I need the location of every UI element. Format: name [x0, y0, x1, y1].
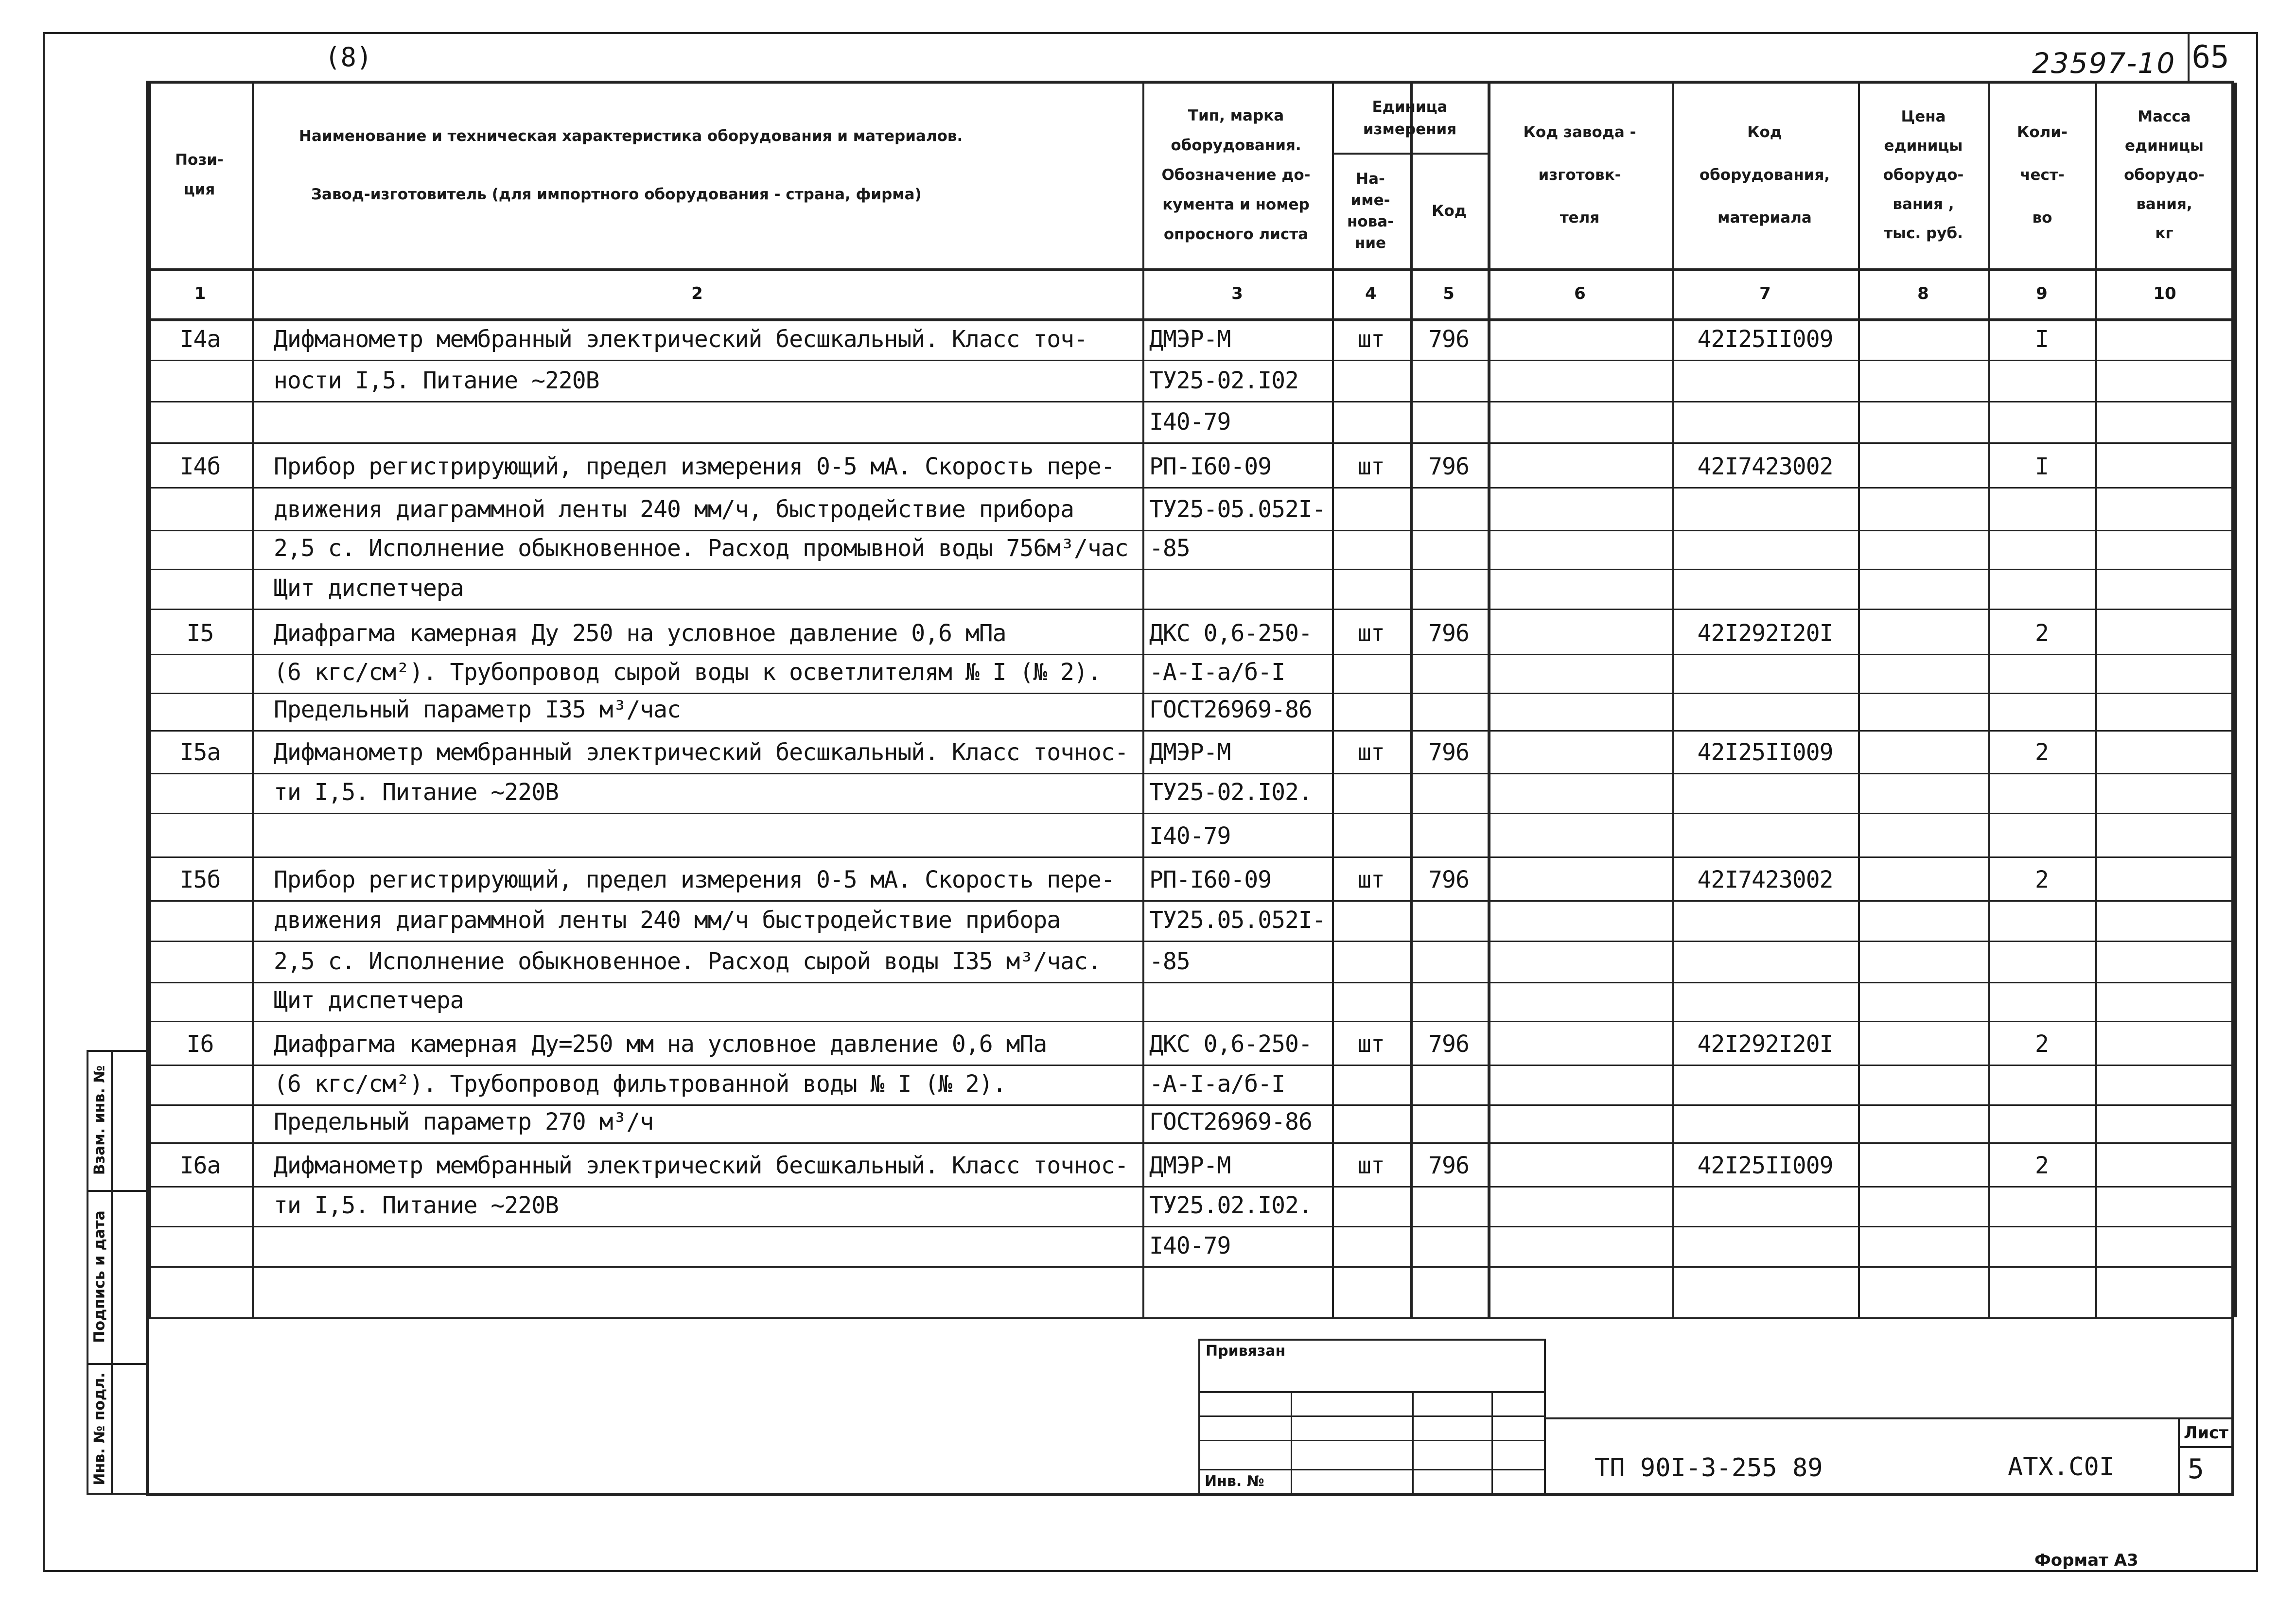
cell-pos: I5 [186, 620, 214, 647]
column-line [1332, 83, 1334, 1317]
side-stamp-vzam [87, 1050, 113, 1190]
header-unit-group: Единица измерения [1363, 98, 1457, 138]
cell-type: -А-I-а/б-I [1149, 659, 1285, 686]
row-line [148, 982, 2234, 983]
header-type: Тип, марка оборудования. Обозначение до- кумента и номер опросного листа [1161, 106, 1311, 243]
cell-equip: 42I292I20I [1697, 1031, 1833, 1058]
cell-qty: I [2035, 453, 2049, 480]
column-line [2095, 83, 2097, 1317]
privyazan-line-1 [1198, 1391, 1546, 1393]
row-line [148, 487, 2234, 489]
cell-type: I40-79 [1149, 408, 1231, 436]
column-number: 7 [1759, 283, 1771, 303]
cell-code: 796 [1428, 620, 1469, 647]
cell-equip: 42I25II009 [1697, 739, 1833, 766]
privyazan-line-2 [1198, 1415, 1546, 1417]
cell-name: Прибор регистрирующий, предел измерения 0-5 мА. Скорость пере- [274, 866, 1115, 893]
cell-qty: 2 [2035, 1031, 2049, 1058]
side-stamp-podpis-text: Подпись и дата [91, 1210, 108, 1343]
row-line [148, 1266, 2234, 1268]
row-line [148, 1021, 2234, 1022]
row-line [148, 401, 2234, 402]
cell-unit: шт [1357, 1152, 1385, 1179]
cell-name: (6 кгс/см²). Трубопровод сырой воды к осветлителям № I (№ 2). [274, 659, 1101, 686]
cell-name: 2,5 с. Исполнение обыкновенное. Расход сырой воды I35 м³/час. [274, 948, 1101, 975]
cell-type: ДМЭР-М [1149, 1152, 1231, 1179]
cell-type: -А-I-а/б-I [1149, 1070, 1285, 1098]
header-price: Цена единицы оборудо- вания , тыс. руб. [1883, 108, 1964, 242]
cell-name: ти I,5. Питание ~220В [274, 1192, 559, 1219]
doc-code: 23597-10 [2032, 47, 2176, 80]
column-number: 1 [194, 283, 206, 303]
column-number: 10 [2153, 283, 2176, 303]
sheet-cell-divider [2178, 1446, 2234, 1448]
cell-code: 796 [1428, 1031, 1469, 1058]
column-line [1858, 83, 1860, 1317]
cell-code: 796 [1428, 453, 1469, 480]
cell-unit: шт [1357, 326, 1385, 353]
cell-type: ДМЭР-М [1149, 326, 1231, 353]
cell-type: ДМЭР-М [1149, 739, 1231, 766]
column-number: 9 [2036, 283, 2048, 303]
cell-type: ДКС 0,6-250- [1149, 620, 1312, 647]
cell-qty: 2 [2035, 1152, 2049, 1179]
cell-name: Дифманометр мембранный электрический бесшкальный. Класс точнос- [274, 1152, 1128, 1179]
cell-type: ДКС 0,6-250- [1149, 1031, 1312, 1058]
privyazan-vline-1 [1291, 1391, 1292, 1495]
sheet-label: Лист [2184, 1423, 2228, 1443]
side-stamp-podpis [87, 1190, 113, 1363]
column-line [1672, 83, 1674, 1317]
cell-pos: I6а [179, 1152, 221, 1179]
column-line [1142, 83, 1144, 1317]
column-number: 5 [1443, 283, 1455, 303]
row-line [148, 609, 2234, 610]
cell-equip: 42I7423002 [1697, 866, 1833, 893]
row-line [148, 569, 2234, 570]
cell-name: Щит диспетчера [274, 987, 464, 1014]
cell-equip: 42I7423002 [1697, 453, 1833, 480]
page-corner-number: 65 [2188, 34, 2231, 83]
cell-type: ГОСТ26969-86 [1149, 1108, 1312, 1135]
table-bottom-line [148, 1317, 2234, 1319]
cell-name: Прибор регистрирующий, предел измерения 0-5 мА. Скорость пере- [274, 453, 1115, 480]
cell-pos: I4а [179, 326, 221, 353]
cell-unit: шт [1357, 453, 1385, 480]
header-plant-code: Код завода - изготовк- теля [1523, 123, 1636, 227]
cell-code: 796 [1428, 739, 1469, 766]
column-number: 8 [1917, 283, 1929, 303]
row-line [148, 813, 2234, 814]
header-mass: Масса единицы оборудо- вания, кг [2124, 108, 2205, 242]
cell-unit: шт [1357, 1031, 1385, 1058]
project-code: ТП 90I-3-255 89 [1595, 1453, 1823, 1483]
cell-name: Диафрагма камерная Ду 250 на условное давление 0,6 мПа [274, 620, 1006, 647]
column-line [1488, 83, 1490, 1317]
row-line [148, 941, 2234, 942]
row-line [148, 730, 2234, 732]
cell-type: ГОСТ26969-86 [1149, 696, 1312, 723]
column-line [1988, 83, 1990, 1317]
privyazan-line-4 [1198, 1469, 1546, 1470]
row-line [148, 530, 2234, 531]
row-line [148, 1065, 2234, 1066]
cell-name: (6 кгс/см²). Трубопровод фильтрованной воды № I (№ 2). [274, 1070, 1006, 1098]
cell-qty: 2 [2035, 866, 2049, 893]
cell-name: Щит диспетчера [274, 575, 464, 602]
privyazan-label: Привязан [1206, 1343, 1286, 1360]
cell-qty: I [2035, 326, 2049, 353]
cell-type: ТУ25-05.052I- [1149, 496, 1326, 523]
column-number: 4 [1365, 283, 1377, 303]
cell-qty: 2 [2035, 739, 2049, 766]
column-line [252, 83, 254, 1317]
privyazan-vline-2 [1412, 1391, 1414, 1495]
cell-unit: шт [1357, 739, 1385, 766]
main-title-top-line [1546, 1417, 2234, 1419]
privyazan-line-3 [1198, 1440, 1546, 1441]
row-line [148, 654, 2234, 655]
row-line [148, 900, 2234, 902]
cell-code: 796 [1428, 1152, 1469, 1179]
cell-type: ТУ25.05.052I- [1149, 907, 1326, 934]
cell-type: РП-I60-09 [1149, 453, 1272, 480]
cell-type: -85 [1149, 948, 1190, 975]
cell-pos: I5а [179, 739, 221, 766]
cell-equip: 42I25II009 [1697, 1152, 1833, 1179]
inv-no-label: Инв. № [1205, 1473, 1264, 1490]
cell-equip: 42I292I20I [1697, 620, 1833, 647]
row-line [148, 1226, 2234, 1227]
column-line [148, 83, 151, 1317]
page-label: (8) [325, 42, 372, 72]
cell-pos: I5б [179, 866, 221, 893]
cell-unit: шт [1357, 866, 1385, 893]
cell-pos: I6 [186, 1031, 214, 1058]
cell-name: Предельный параметр I35 м³/час [274, 696, 681, 723]
document-code: АТХ.С0I [2008, 1452, 2115, 1482]
cell-name: ности I,5. Питание ~220В [274, 367, 599, 394]
cell-name: Дифманометр мембранный электрический бесшкальный. Класс точнос- [274, 739, 1128, 766]
column-number: 2 [691, 283, 703, 303]
cell-type: I40-79 [1149, 822, 1231, 850]
header-unit-code: Код [1432, 202, 1467, 220]
cell-name: Предельный параметр 270 м³/ч [274, 1108, 654, 1135]
cell-unit: шт [1357, 620, 1385, 647]
column-number: 6 [1574, 283, 1586, 303]
cell-name: Диафрагма камерная Ду=250 мм на условное давление 0,6 мПа [274, 1031, 1047, 1058]
row-line [148, 773, 2234, 774]
row-line [148, 693, 2234, 694]
side-stamp-vzam-text: Взам. инв. № [91, 1065, 108, 1175]
cell-code: 796 [1428, 866, 1469, 893]
cell-name: Дифманометр мембранный электрический бесшкальный. Класс точ- [274, 326, 1087, 353]
cell-type: -85 [1149, 535, 1190, 562]
cell-equip: 42I25II009 [1697, 326, 1833, 353]
privyazan-vline-3 [1491, 1391, 1493, 1495]
column-line [1410, 83, 1413, 1317]
cell-type: ТУ25-02.I02 [1149, 367, 1298, 394]
sheet-cell-border [2178, 1417, 2180, 1496]
column-numbers-bottom-line [148, 318, 2234, 321]
header-position: Пози- ция [175, 151, 224, 198]
row-line [148, 442, 2234, 444]
side-stamp-inv-text: Инв. № подл. [91, 1372, 108, 1485]
row-line [148, 1186, 2234, 1188]
header-quantity: Коли- чест- во [2017, 123, 2068, 227]
header-name-line1: Наименование и техническая характеристика оборудования и материалов. [299, 127, 963, 145]
sheet-number: 5 [2188, 1453, 2204, 1485]
header-equipment-code: Код оборудования, материала [1699, 123, 1830, 227]
column-line [2234, 83, 2237, 1317]
cell-type: I40-79 [1149, 1232, 1231, 1259]
cell-type: ТУ25-02.I02. [1149, 779, 1312, 806]
side-stamp-inv [87, 1363, 113, 1495]
cell-name: движения диаграммной ленты 240 мм/ч быстродействие прибора [274, 907, 1061, 934]
cell-name: 2,5 с. Исполнение обыкновенное. Расход промывной воды 756м³/час [274, 535, 1128, 562]
cell-type: РП-I60-09 [1149, 866, 1272, 893]
cell-type: ТУ25.02.I02. [1149, 1192, 1312, 1219]
header-name-line2: Завод-изготовитель (для импортного оборудования - страна, фирма) [311, 185, 922, 203]
row-line [148, 856, 2234, 858]
cell-code: 796 [1428, 326, 1469, 353]
cell-name: ти I,5. Питание ~220В [274, 779, 559, 806]
row-line [148, 1104, 2234, 1106]
cell-qty: 2 [2035, 620, 2049, 647]
column-number: 3 [1231, 283, 1243, 303]
row-line [148, 360, 2234, 361]
cell-name: движения диаграммной ленты 240 мм/ч, быстродействие прибора [274, 496, 1074, 523]
header-unit-name: На- име- нова- ние [1347, 170, 1394, 252]
format-label: Формат А3 [2034, 1551, 2138, 1570]
row-line [148, 1142, 2234, 1144]
cell-pos: I4б [179, 453, 221, 480]
